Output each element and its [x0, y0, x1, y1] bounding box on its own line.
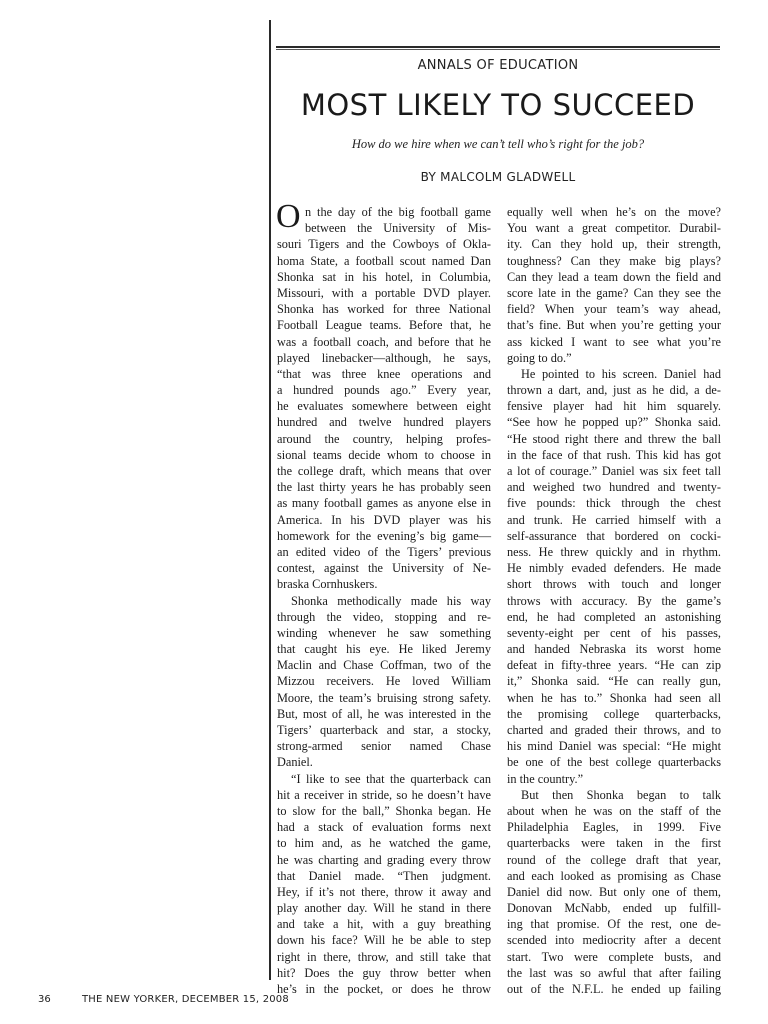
- text-line: that caught his eye. He liked Jeremy: [277, 642, 491, 657]
- text-line: homework for the evening’s big game—: [277, 528, 491, 543]
- text-line: field? When your team’s way ahead,: [507, 302, 721, 317]
- text-line: ass kicked I want to see what you’re: [507, 334, 721, 349]
- text-line: about when he was on the staff of the: [507, 803, 721, 818]
- text-line: that’s fine. But when you’re getting your: [507, 318, 721, 333]
- text-line: braska Cornhuskers.: [277, 577, 378, 592]
- text-line: fensive player had hit him squarely.: [507, 399, 721, 414]
- text-line: and trunk. He carried himself with a: [507, 512, 721, 527]
- text-line: had a stack of evaluation forms next: [277, 820, 491, 835]
- publication-footer: THE NEW YORKER, DECEMBER 15, 2008: [82, 994, 289, 1005]
- section-rubric: ANNALS OF EDUCATION: [417, 58, 579, 73]
- text-line: He nimbly evaded defenders. He made: [507, 561, 721, 576]
- text-line: ness. He threw quickly and in rhythm.: [507, 544, 721, 559]
- text-line: that Daniel made. “Then judgment.: [277, 868, 491, 883]
- text-line: You want a great competitor. Durabil-: [507, 221, 721, 236]
- text-line: between the University of Mis-: [305, 221, 491, 236]
- text-line: and each looked as promising as Chase: [507, 868, 721, 883]
- text-line: seventy-eight per cent of his passes,: [507, 625, 721, 640]
- text-line: the last was so awful that after failing: [507, 965, 721, 980]
- text-line: score late in the game? Can they see the: [507, 285, 721, 300]
- text-line: the last thirty years he has probably seen: [277, 480, 491, 495]
- text-line: round of the college draft that year,: [507, 852, 721, 867]
- article-column-1: [276, 198, 491, 997]
- text-line: winding whenever he saw something: [277, 625, 491, 640]
- text-line: self-assurance that bordered on cocki-: [507, 528, 721, 543]
- text-line: Maclin and Chase Coffman, two of the: [277, 658, 491, 673]
- text-line: and take a hit, with a guy breathing: [277, 917, 491, 932]
- text-line: as many football games as anyone else in: [277, 496, 491, 511]
- text-line: and weighed two hundred and twenty-: [507, 480, 721, 495]
- text-line: to slow for the ball,” Shonka began. He: [277, 803, 491, 818]
- text-line: scended into mediocrity after a decent: [507, 933, 721, 948]
- text-line: he’s in the pocket, or does he throw: [277, 982, 491, 996]
- text-line: when he has to.” Shonka had seen all: [507, 690, 721, 705]
- text-line: hit a receiver in stride, so he doesn’t have: [277, 787, 491, 802]
- text-line: and handed Nebraska its worst home: [507, 642, 721, 657]
- text-line: But then Shonka began to talk: [521, 787, 721, 802]
- text-line: it,” Shonka said. “He can really gun,: [507, 674, 721, 689]
- text-line: the promising college quarterbacks,: [507, 706, 721, 721]
- text-line: Football League teams. Before that, he: [277, 318, 491, 333]
- text-line: Shonka methodically made his way: [291, 593, 491, 608]
- text-line: strong-armed senior named Chase: [277, 739, 491, 754]
- text-line: Donovan McNabb, ended up fulfill-: [507, 901, 721, 916]
- text-line: Mizzou receivers. He loved William: [277, 674, 491, 689]
- text-line: he was charting and grading every throw: [277, 852, 491, 867]
- article-column-2: [507, 204, 721, 997]
- text-line: in the face of that rush. This kid has got: [507, 447, 721, 462]
- text-line: Philadelphia Eagles, in 1999. Five: [507, 820, 721, 835]
- text-line: was a football coach, and before that he: [277, 334, 491, 349]
- text-line: an edited video of the Tigers’ previous: [277, 544, 491, 559]
- text-line: short throws with touch and longer: [507, 577, 721, 592]
- text-line: end, he had completed an astonishing: [507, 609, 721, 624]
- text-line: played linebacker—although, he says,: [277, 350, 491, 365]
- text-line: toughness? Can they make big plays?: [507, 253, 721, 268]
- text-line: in the country.”: [507, 771, 584, 786]
- text-line: ing that promise. Of the rest, one de-: [507, 917, 721, 932]
- text-line: Tigers’ quarterback and star, a stocky,: [277, 723, 491, 737]
- text-line: Daniel.: [277, 755, 313, 770]
- text-line: going to do.”: [507, 350, 572, 365]
- text-line: “He stood right there and threw the ball: [507, 431, 721, 446]
- text-line: equally well when he’s on the move?: [507, 205, 721, 219]
- text-line: ity. Can they hold up, their strength,: [507, 237, 721, 252]
- text-line: five pounds: thick through the chest: [507, 496, 721, 511]
- text-line: defeat in fifty-three years. “He can zip: [507, 658, 721, 673]
- header-rule-thin: [276, 49, 720, 50]
- text-line: through the video, stopping and re-: [277, 609, 491, 624]
- text-line: thrown a dart, and, just as he did, a de-: [507, 383, 721, 398]
- text-line: America. In his DVD player was his: [277, 512, 491, 527]
- text-line: hit? Does the guy throw better when: [277, 965, 491, 980]
- text-line: contest, against the University of Ne-: [277, 561, 491, 576]
- article-dek: How do we hire when we can’t tell who’s right for the job?: [351, 137, 645, 151]
- text-line: the college draft, which means that over: [277, 464, 491, 478]
- header-rule: [276, 46, 720, 48]
- text-line: down his face? Will he be able to step: [277, 933, 491, 948]
- text-line: to him and, as he watched the game,: [277, 836, 491, 851]
- text-line: “that was three knee operations and: [277, 366, 491, 381]
- text-line: Hey, if it’s not there, throw it away and: [277, 884, 491, 899]
- text-line: a lot of courage.” Daniel was six feet tall: [507, 464, 721, 478]
- text-line: hundred and twelve hundred players: [277, 415, 491, 430]
- text-line: “See how he popped up?” Shonka said.: [507, 415, 721, 430]
- text-line: Shonka sat in his hotel, in Columbia,: [277, 269, 491, 284]
- text-line: Daniel did now. But only one of them,: [507, 884, 721, 899]
- article-title: MOST LIKELY TO SUCCEED: [300, 88, 696, 122]
- text-line: Missouri, with a portable DVD player.: [277, 285, 491, 300]
- text-line: right in there, throw, and still take that: [277, 949, 491, 964]
- text-line: Can they lead a team down the field and: [507, 269, 721, 284]
- text-line: souri Tigers and the Cowboys of Okla-: [277, 237, 491, 252]
- text-line: start. Two were complete busts, and: [507, 949, 721, 964]
- text-line: He pointed to his screen. Daniel had: [521, 366, 721, 381]
- text-line: quarterbacks were taken in the first: [507, 836, 721, 851]
- text-line: sional teams decide whom to choose in: [277, 447, 491, 462]
- page-number: 36: [38, 994, 51, 1005]
- text-line: “I like to see that the quarterback can: [291, 771, 491, 786]
- text-line: Shonka has worked for three National: [277, 302, 491, 317]
- vertical-column-rule: [269, 20, 271, 980]
- text-line: homa State, a football scout named Dan: [277, 253, 491, 268]
- drop-cap: O: [276, 198, 301, 235]
- text-line: play another day. Will he stand in there: [277, 901, 491, 916]
- text-line: throws with accuracy. By the game’s: [507, 593, 721, 608]
- text-line: Moore, the team’s bruising strong safety.: [277, 690, 491, 705]
- text-line: n the day of the big football game: [305, 205, 491, 219]
- text-line: around the country, helping profes-: [277, 431, 491, 446]
- text-line: a hundred pounds ago.” Every year,: [277, 383, 491, 398]
- text-line: his mind Daniel was special: “He might: [507, 739, 721, 754]
- text-line: charted and graded their throws, and to: [507, 723, 721, 737]
- text-line: he evaluates somewhere between eight: [277, 399, 491, 414]
- text-line: be one of the best college quarterbacks: [507, 755, 721, 770]
- text-line: out of the N.F.L. he ended up failing: [507, 982, 721, 996]
- text-line: But, most of all, he was interested in the: [277, 706, 491, 721]
- article-byline: BY MALCOLM GLADWELL: [420, 170, 576, 184]
